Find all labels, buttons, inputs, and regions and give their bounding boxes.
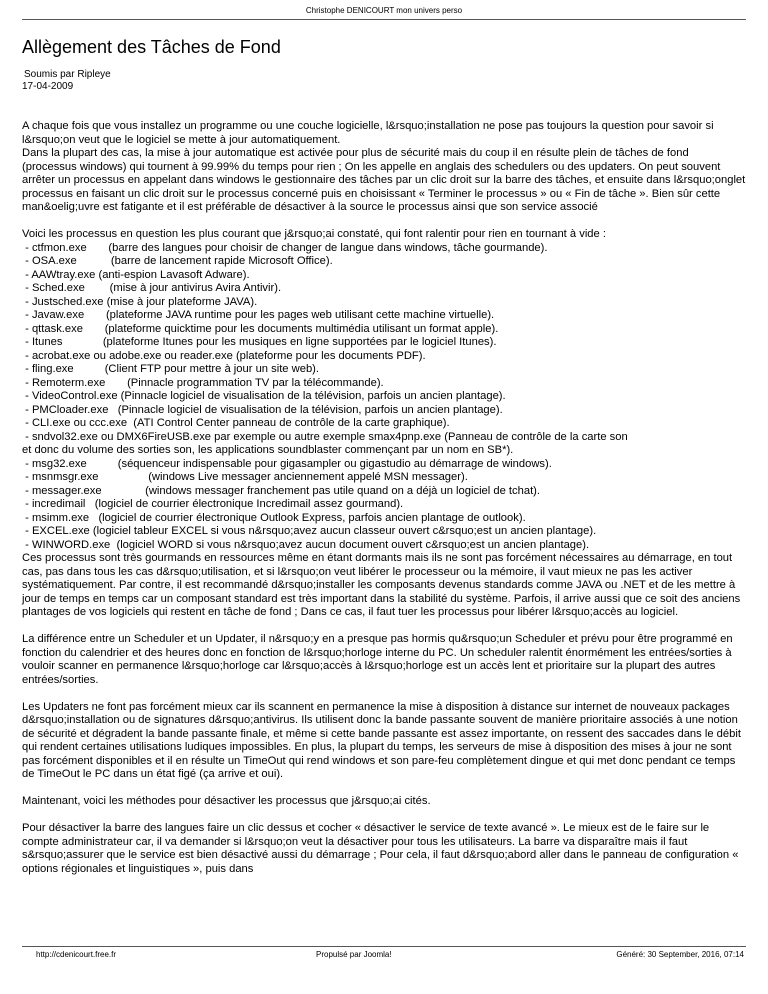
page-header: Christophe DENICOURT mon univers perso [305,6,463,15]
process-list-outro: Ces processus sont très gourmands en ressources même en étant dormants mais ils ne sont pas forcément nécessaires au démarrage, en tout cas, pas dans tous les cas d&rsquo;utilisation, et si l&rsquo;on veut libérer le processeur ou la mémoire, il vaut mieux ne pas les activer systématiquement. Par contre, il est recommandé d&rsquo;installer les composants devenus standards comme JAVA ou .NET et de les mettre à jour de temps en temps car un composant standard est très important dans la stabilité du système. Parfois, il arrive aussi que ce soit des anciens plantages de vos logiciels qui restent en tâche de fond ; Dans ce cas, il faut tuer les processus pour libérer l&rsquo;accès au logiciel. [22,552,741,618]
article-author: Soumis par Ripleye [24,69,111,80]
intro-text-2: Dans la plupart des cas, la mise à jour automatique est activée pour plus de sécurité mais du coup il en résulte plein de tâches de fond (processus windows) qui tournent à 99.99% du temps pour rien ; On les appelle en anglais des schedulers ou des updaters. On peut souvent arrêter un processus en appelant dans windows le gestionnaire des tâches par un clic droit sur la barre des tâches, et ensuite dans l&rsquo;onglet processus en faisant un clic droit sur le processus concerné puis en choisissant « Terminer le processus » ou « Fin de tâche ». Bien sûr cette man&oelig;uvre est fatigante et il est préférable de désactiver à la source le processus ainsi que son service associé [22,147,746,213]
updaters-paragraph: Les Updaters ne font pas forcément mieux car ils scannent en permanence la mise à disposition à distance sur internet de nouveaux packages d&rsquo;installation ou de signatures d&rsquo;antivirus. Ils utilisent donc la bande passante souvent de manière prioritaire associés à une notion de sécurité et dégradent la bande passante finale, et même si cette bande passante est assez importante, on ressent des saccades dans le débit qui rendent certaines utilisations ludiques impossibles. En plus, la plupart du temps, les serveurs de mise à disposition des mises à jour ne sont pas forcément disponibles et il en résulte un TimeOut qui rend windows et son pare-feu complètement dingue et qui met donc pendant ce temps de TimeOut le PC dans un état figé (ça arrive et oui). [22,700,741,780]
article-date: 17-04-2009 [22,81,74,92]
process-section [22,228,746,620]
methods-paragraph: Maintenant, voici les méthodes pour désactiver les processus que j&rsquo;ai cités. [22,795,431,807]
process-item: - msnmsgr.exe (windows Live messager anciennement appelé MSN messager). [22,471,468,483]
scheduler-paragraph: La différence entre un Scheduler et un Updater, il n&rsquo;y en a presque pas hormis qu&rsquo;un Scheduler et prévu pour être programmé en fonction du calendrier et des heures donc en fonction de l&rsquo;horloge interne du PC. Un scheduler ralentit énormément les entrées/sorties à vouloir scanner en permanence l&rsquo;horloge car l&rsquo;accès à l&rsquo;horloge est un accès lent et prioritaire sur la plupart des autres entrées/sorties. [22,633,733,686]
process-item: - OSA.exe (barre de lancement rapide Microsoft Office). [22,255,333,267]
process-item: et donc du volume des sorties son, les applications soundblaster commençant par un nom en SB*). [22,444,514,456]
process-item: - messager.exe (windows messager franchement pas utile quand on a déjà un logiciel de tchat). [22,484,541,497]
article-title: Allègement des Tâches de Fond [22,37,281,57]
process-item: - msg32.exe (séquenceur indispensable pour gigasampler ou gigastudio au démarrage de windows). [22,457,552,470]
langbar-paragraph: Pour désactiver la barre des langues faire un clic dessus et cocher « désactiver le service de texte avancé ». Le mieux est de le faire sur le compte administrateur car, il va demander si l&rsquo;on veut la désactiver pour tous les utilisateurs. La barre va disparaître mais il faut s&rsquo;assurer que le service est bien désactivé aussi du démarrage ; Pour cela, il faut d&rsquo;abord aller dans le panneau de configuration « options régionales et linguistiques », puis dans [22,822,739,875]
article-body [22,120,746,890]
process-item: - ctfmon.exe (barre des langues pour choisir de changer de langue dans windows, tâche gourmande). [22,241,548,254]
process-item: - PMCloader.exe (Pinnacle logiciel de visualisation de la télévision, parfois un ancien plantage). [22,403,503,416]
header-divider [22,19,746,20]
process-item: - Justsched.exe (mise à jour plateforme JAVA). [22,295,258,308]
footer-divider [22,946,746,947]
process-item: - VideoControl.exe (Pinnacle logiciel de visualisation de la télévision, parfois un ancien plantage). [22,390,506,402]
process-list-intro: Voici les processus en question les plus courant que j&rsquo;ai constaté, qui font ralentir pour rien en tournant à vide : [22,228,606,240]
process-list [22,242,746,553]
process-item: - qttask.exe (plateforme quicktime pour les documents multimédia utilisant un format apple). [22,322,499,335]
process-item: - fling.exe (Client FTP pour mettre à jour un site web). [22,363,319,375]
process-item: - Itunes (plateforme Itunes pour les musiques en ligne supportées par le logiciel Itunes). [22,336,497,348]
article-meta [22,69,111,93]
process-item: - AAWtray.exe (anti-espion Lavasoft Adware). [22,268,250,281]
process-item: - incredimail (logiciel de courrier électronique Incredimail assez gourmand). [22,498,404,510]
footer-generated: Généré: 30 September, 2016, 07:14 [616,950,744,959]
footer-url: http://cdenicourt.free.fr [36,950,117,959]
intro-paragraph [22,120,746,215]
process-item: - CLI.exe ou ccc.exe (ATI Control Center panneau de contrôle de la carte graphique). [22,417,450,429]
process-item: - WINWORD.exe (logiciel WORD si vous n&rsquo;avez aucun document ouvert c&rsquo;est un ancien plantage). [22,538,590,551]
process-item: - Remoterm.exe (Pinnacle programmation TV par la télécommande). [22,376,384,389]
process-item: - Javaw.exe (plateforme JAVA runtime pour les pages web utilisant cette machine virtuelle). [22,309,495,321]
process-item: - EXCEL.exe (logiciel tableur EXCEL si vous n&rsquo;avez aucun classeur ouvert c&rsquo;est un ancien plantage). [22,525,597,537]
process-item: - sndvol32.exe ou DMX6FireUSB.exe par exemple ou autre exemple smax4pnp.exe (Panneau de contrôle de la carte son [22,430,628,443]
footer-powered: Propulsé par Joomla! [316,950,392,959]
process-item: - Sched.exe (mise à jour antivirus Avira Antivir). [22,282,282,294]
process-item: - acrobat.exe ou adobe.exe ou reader.exe (plateforme pour les documents PDF). [22,349,426,362]
process-item: - msimm.exe (logiciel de courrier électronique Outlook Express, parfois ancien plantage de outlook). [22,511,526,524]
intro-text: A chaque fois que vous installez un programme ou une couche logicielle, l&rsquo;installation ne pose pas toujours la question pour savoir si l&rsquo;on veut que le logiciel se mette à jour automatiquement. [22,120,714,146]
